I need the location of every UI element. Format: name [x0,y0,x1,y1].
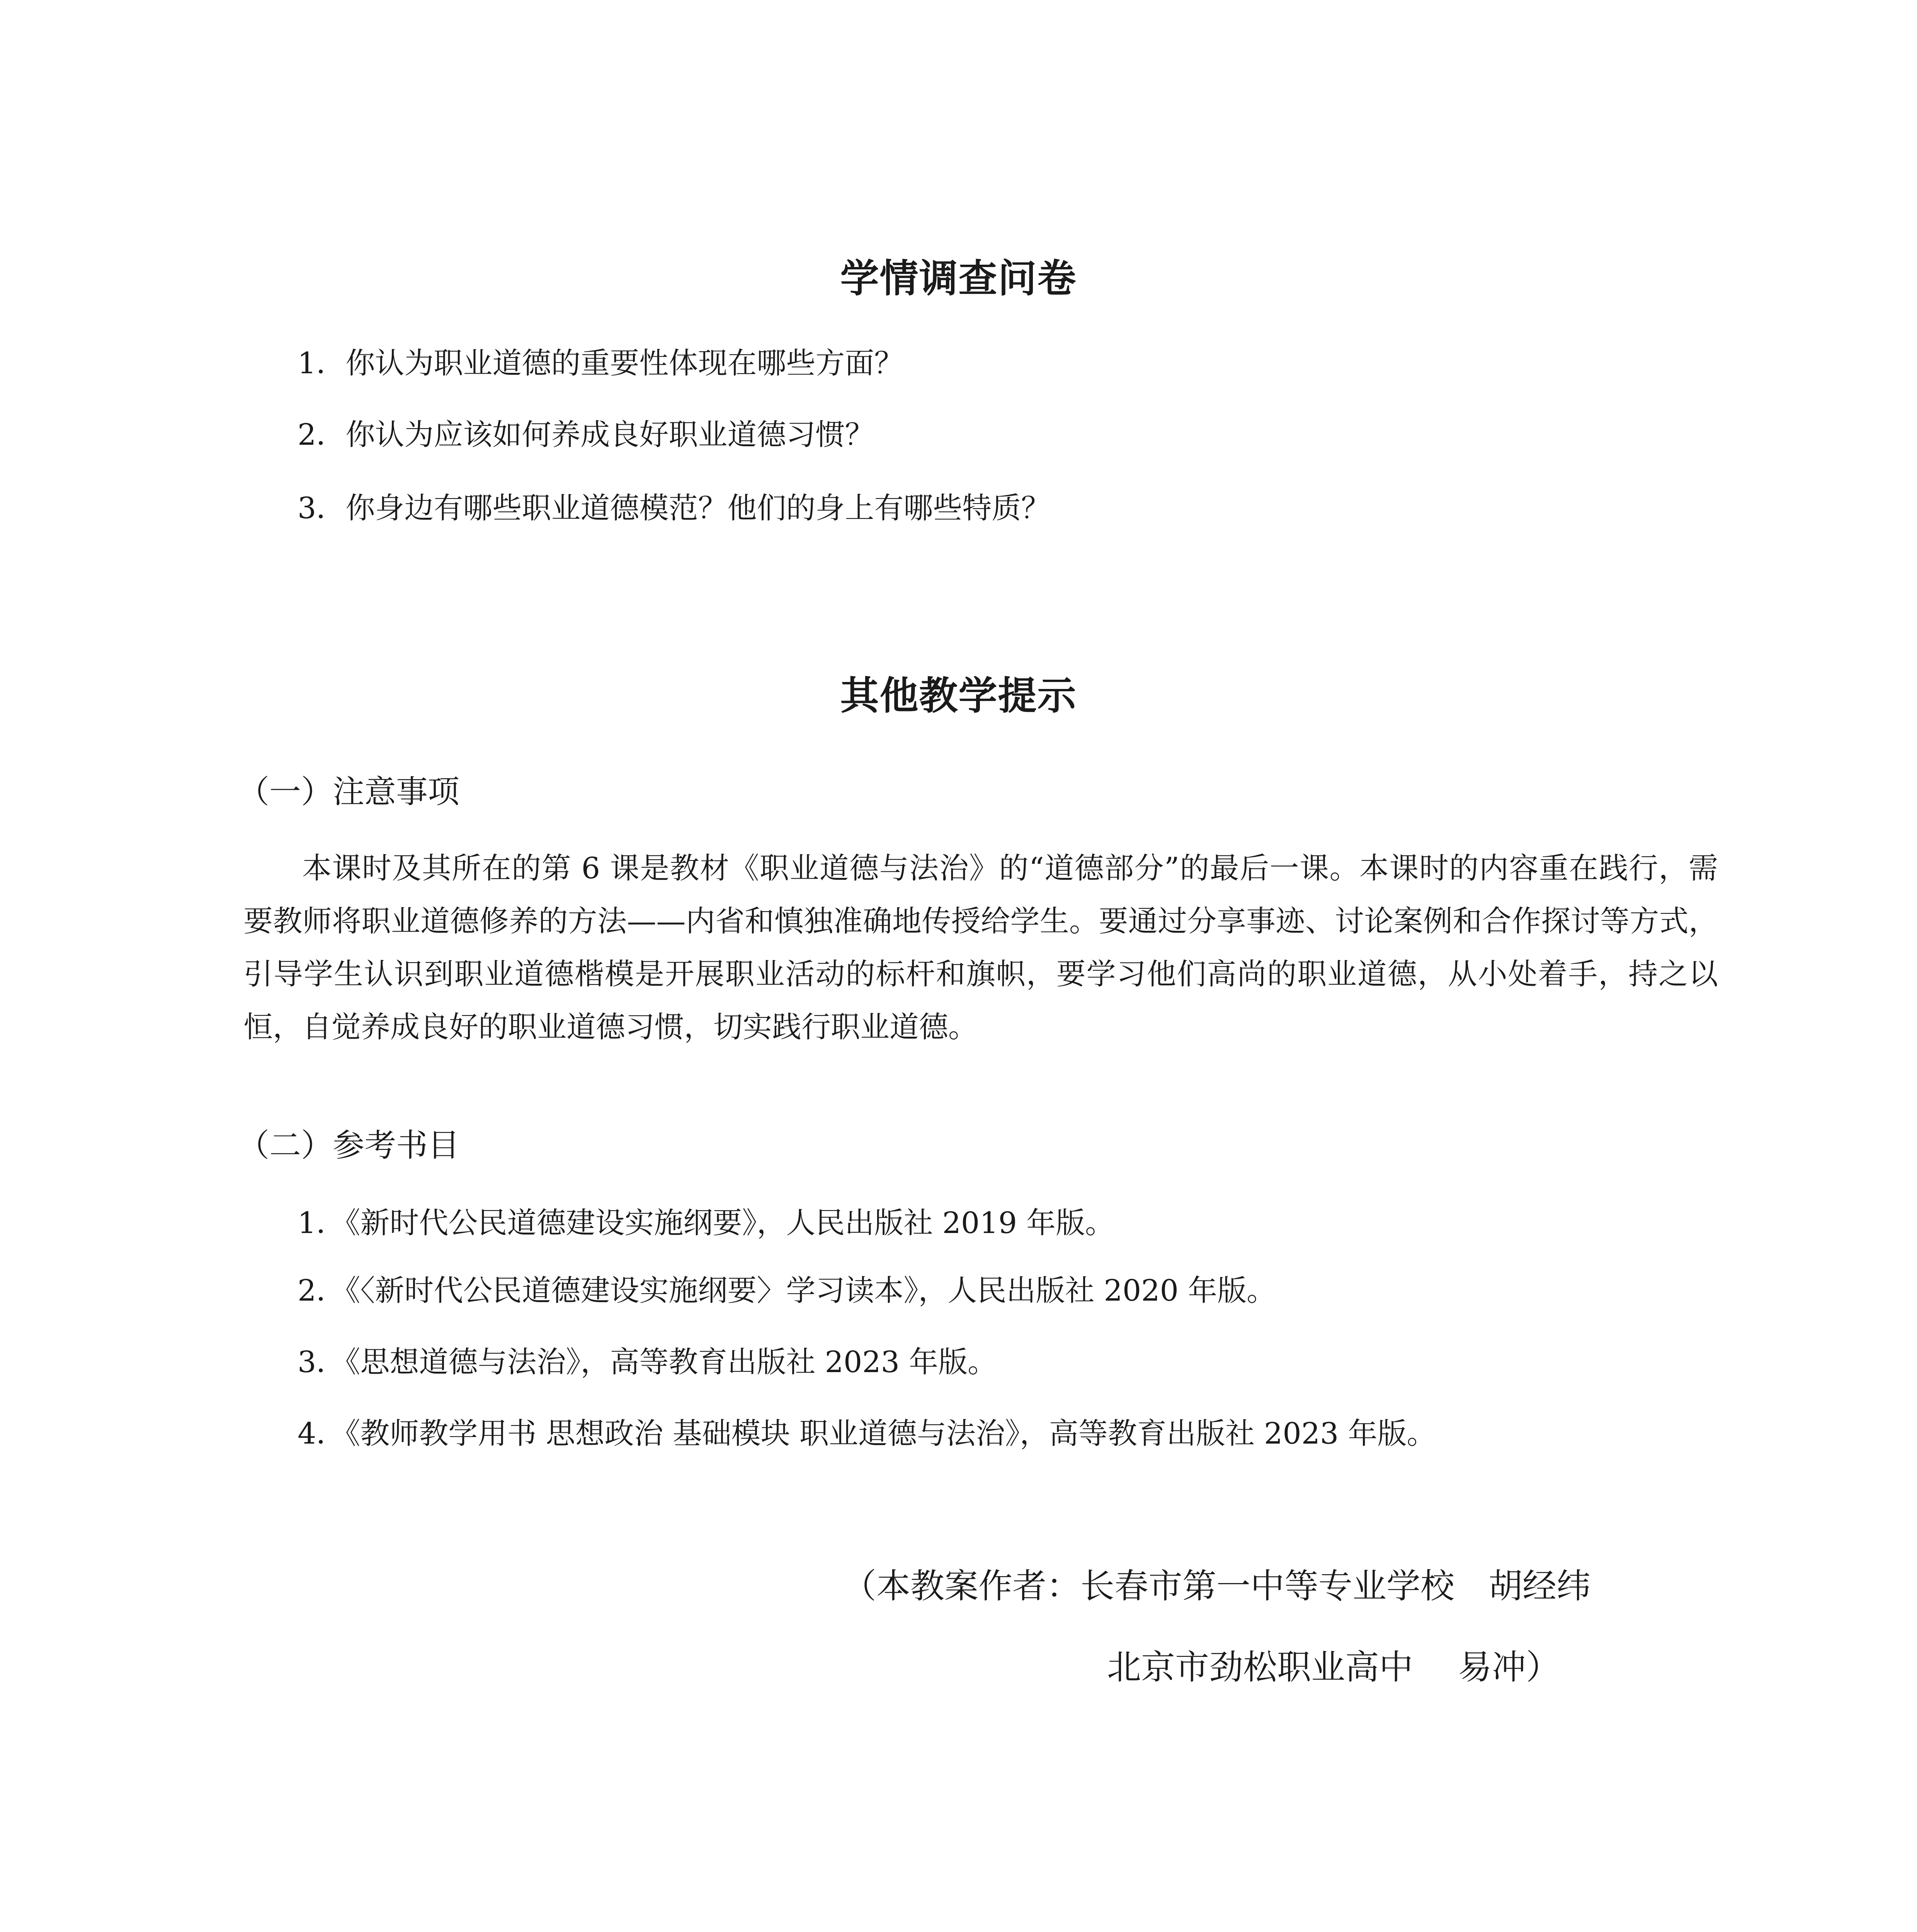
reference-item-3: 3．《思想道德与法治》，高等教育出版社 2023 年版。 [298,1345,997,1379]
survey-question-1: 1．你认为职业道德的重要性体现在哪些方面？ [298,346,904,380]
survey-question-3: 3．你身边有哪些职业道德模范？他们的身上有哪些特质？ [298,491,1051,525]
reference-item-2: 2．《〈新时代公民道德建设实施纲要〉学习读本》，人民出版社 2020 年版。 [298,1273,1276,1308]
notes-paragraph: 本课时及其所在的第 6 课是教材《职业道德与法治》的“道德部分”的最后一课。本课时的内容重在践行，需要教师将职业道德修养的方法——内省和慎独准确地传授给学生。要通过分享事迹、讨论案例和合作探讨等方式，引导学生认识到职业道德楷模是开展职业活动的标杆和旗帜，要学习他们高尚的职业道德，从小处着手，持之以恒，自觉养成良好的职业道德习惯，切实践行职业道德。 [243,851,1718,1044]
notes-heading: （一）注意事项 [238,774,460,810]
survey-title: 学情调查问卷 [840,256,1077,301]
references-heading: （二）参考书目 [238,1127,460,1164]
survey-question-2: 2．你认为应该如何养成良好职业道德习惯？ [298,417,874,452]
reference-item-4: 4．《教师教学用书 思想政治 基础模块 职业道德与法治》，高等教育出版社 2023 年版。 [298,1416,1436,1451]
author-line-2: 北京市劲松职业高中 易冲） [1107,1647,1560,1687]
author-line-1: （本教案作者：长春市第一中等专业学校 胡经纬 [842,1566,1591,1606]
tips-title: 其他教学提示 [840,673,1077,718]
reference-item-1: 1．《新时代公民道德建设实施纲要》，人民出版社 2019 年版。 [298,1206,1115,1240]
